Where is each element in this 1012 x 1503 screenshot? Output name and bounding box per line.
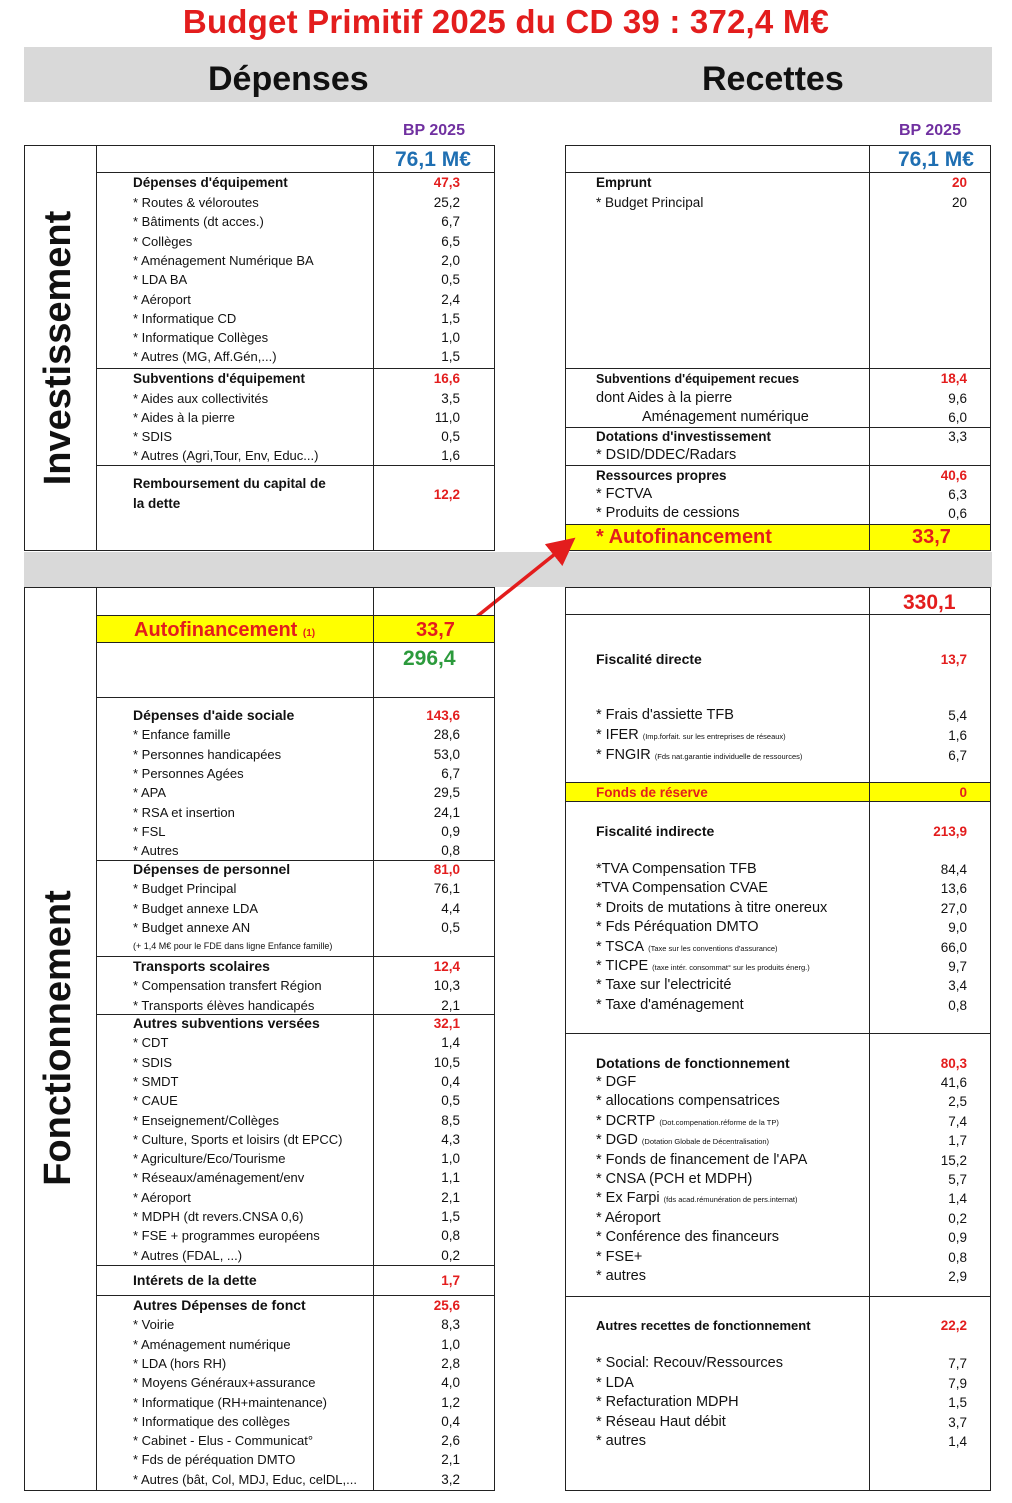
fonc-item-value: 2,6 [441, 1433, 460, 1449]
fonc-total-left: 296,4 [403, 647, 456, 670]
fonc-item: * Budget Principal [133, 881, 237, 897]
sub-equip-item-value: 1,6 [441, 448, 460, 463]
fonc-item: * Cabinet - Elus - Communicat° [133, 1433, 314, 1449]
recette-item-value: 5,7 [948, 1172, 967, 1187]
sub-equip-item: * Aides aux collectivités [133, 391, 269, 406]
fonc-item: * Compensation transfert Région [133, 978, 322, 994]
sub-recues-value: 18,4 [940, 371, 967, 386]
recette-group-value: 80,3 [940, 1056, 967, 1071]
recette-item [596, 1170, 752, 1189]
recette-item [596, 860, 757, 879]
recette-item-text: * Fonds de financement de l'APA [596, 1151, 808, 1168]
recette-item [596, 1248, 642, 1267]
fonc-item: * SDIS [133, 1054, 173, 1070]
sub-equip-item-value: 3,5 [441, 391, 460, 406]
recette-item-value: 27,0 [940, 900, 967, 916]
fonc-item: * Aéroport [133, 1189, 191, 1205]
fonc-item: * MDPH (dt revers.CNSA 0,6) [133, 1209, 304, 1224]
ressources-item-value: 6,3 [948, 487, 967, 502]
sub-recues-item-value: 9,6 [948, 391, 967, 406]
fonc-item: * CAUE [133, 1093, 178, 1109]
sub-recues-item-value: 6,0 [948, 410, 967, 425]
fonc-item-value: 1,2 [441, 1394, 460, 1410]
fonc-group-label: Dépenses de personnel [133, 861, 291, 877]
dep-equip-value: 47,3 [433, 175, 460, 190]
recette-item [596, 1354, 783, 1373]
dotations-inv-value: 3,3 [948, 429, 967, 444]
fonc-item: * Transports élèves handicapés [133, 997, 315, 1013]
recette-item-value: 3,7 [948, 1414, 967, 1430]
recette-item [596, 918, 759, 937]
fonc-item-value: 0,9 [441, 823, 460, 839]
recette-item-text: * FNGIR [596, 746, 651, 763]
bp-left-label: BP 2025 [403, 122, 465, 139]
dep-equip-item: * LDA BA [133, 272, 188, 288]
recette-item-text: * DCRTP [596, 1112, 656, 1129]
recette-item-value: 1,5 [948, 1395, 967, 1411]
fonc-item: * Enfance famille [133, 727, 231, 743]
fonc-item: * FSE + programmes européens [133, 1228, 320, 1244]
recette-item [596, 938, 778, 958]
recette-item-text: * Frais d'assiette TFB [596, 707, 734, 723]
recette-item-text: * IFER [596, 726, 639, 743]
sub-equip-value: 16,6 [433, 371, 460, 386]
autofinancement-note: (1) [302, 628, 316, 639]
fonds-reserve-value: 0 [959, 785, 967, 800]
fonc-item-value: 2,8 [441, 1355, 460, 1371]
recette-item-value: 66,0 [940, 939, 967, 955]
dep-equip-item: * Informatique CD [133, 310, 237, 326]
recette-item [596, 1092, 780, 1111]
sub-equip-item-value: 0,5 [441, 429, 460, 444]
recette-item-text: * Social: Recouv/Ressources [596, 1355, 783, 1371]
recette-item-subnote: (Fds nat.garantie individuelle de ressources) [654, 751, 803, 761]
recette-item-value: 1,4 [948, 1434, 967, 1450]
recette-item [596, 746, 802, 766]
dep-equip-item-value: 1,5 [441, 349, 460, 365]
recette-item [596, 1112, 779, 1132]
fonc-item-value: 8,5 [441, 1112, 460, 1128]
dep-equip-item-value: 0,5 [441, 272, 460, 288]
fonc-group-label: Autres subventions versées [133, 1015, 320, 1031]
personnel-note: (+ 1,4 M€ pour le FDE dans ligne Enfance famille) [133, 941, 333, 952]
fonc-item: * Culture, Sports et loisirs (dt EPCC) [133, 1131, 343, 1147]
page-title: Budget Primitif 2025 du CD 39 : 372,4 M€ [182, 3, 830, 40]
recette-item-value: 1,6 [948, 727, 967, 743]
dep-equip-item: * Aménagement Numérique BA [133, 252, 314, 268]
fonc-item: * Budget annexe AN [133, 919, 251, 935]
fonc-item-value: 0,5 [441, 1093, 460, 1109]
recette-item-text: * Aéroport [596, 1209, 661, 1226]
fonc-item: * Fds de péréquation DMTO [133, 1452, 296, 1468]
fonc-item: * Personnes Agées [133, 765, 244, 781]
dep-equip-item: * Bâtiments (dt acces.) [133, 214, 264, 230]
recette-item-text: * Droits de mutations à titre onereux [596, 899, 828, 916]
ressources-value: 40,6 [940, 468, 967, 483]
fonc-item: * Informatique (RH+maintenance) [133, 1394, 328, 1410]
recette-item [596, 899, 827, 918]
recette-group-value: 22,2 [940, 1318, 967, 1333]
recette-group-label: Dotations de fonctionnement [596, 1055, 790, 1071]
dotations-inv-item: * DSID/DDEC/Radars [596, 447, 737, 463]
sub-recues-label: Subventions d'équipement recues [596, 372, 800, 386]
recette-item-text: * allocations compensatrices [596, 1093, 780, 1110]
recette-item-text: * Conférence des financeurs [596, 1229, 779, 1246]
recette-item-value: 15,2 [940, 1152, 967, 1168]
fonc-group-value: 32,1 [433, 1016, 460, 1031]
remb-label-2: la dette [133, 496, 181, 511]
dotations-inv-label: Dotations d'investissement [596, 429, 771, 444]
recette-group-label: Autres recettes de fonctionnement [596, 1318, 811, 1333]
recette-item [596, 1151, 807, 1170]
fonc-item: * SMDT [133, 1073, 179, 1089]
sub-equip-label: Subventions d'équipement [133, 371, 305, 386]
recette-group-value: 213,9 [933, 824, 967, 839]
fonds-reserve-label: Fonds de réserve [596, 785, 708, 800]
recette-item [596, 879, 768, 898]
recette-item [596, 1374, 634, 1393]
dep-equip-item-value: 25,2 [433, 195, 460, 210]
bp-right-label: BP 2025 [899, 122, 961, 139]
fonc-item: * LDA (hors RH) [133, 1355, 227, 1371]
fonc-item-value: 4,3 [441, 1131, 460, 1147]
recette-item-value: 0,2 [948, 1210, 967, 1226]
fonc-item-value: 1,0 [441, 1151, 460, 1167]
fonc-item-value: 0,8 [441, 1228, 460, 1244]
fonc-item-value: 24,1 [433, 804, 460, 820]
dep-equip-item: * Aéroport [133, 291, 191, 307]
recette-item-value: 7,7 [948, 1356, 967, 1371]
fonc-item-value: 10,5 [433, 1054, 460, 1070]
section-fonctionnement: Fonctionnement [37, 890, 79, 1186]
fonc-item: * Autres (bât, Col, MDJ, Educ, celDL,... [133, 1471, 357, 1487]
recette-item-value: 13,6 [940, 881, 967, 897]
sub-equip-item-value: 11,0 [434, 410, 460, 425]
fonc-item-value: 1,4 [441, 1035, 460, 1051]
fonc-item-value: 0,4 [441, 1073, 460, 1089]
inv-total-left: 76,1 M€ [395, 148, 471, 171]
recette-item-value: 1,7 [948, 1133, 967, 1149]
recette-item-subnote: (taxe intér. consommat° sur les produits énerg.) [652, 963, 810, 972]
recette-item-value: 7,4 [948, 1113, 967, 1129]
fonc-item: * RSA et insertion [133, 804, 235, 820]
fonc-group-value: 25,6 [433, 1298, 460, 1313]
ressources-item: * Produits de cessions [596, 505, 740, 521]
recettes-header: Recettes [702, 60, 844, 98]
fonc-item-value: 29,5 [433, 785, 460, 801]
fonc-item-value: 0,5 [441, 919, 460, 935]
ressources-item: * FCTVA [596, 486, 653, 502]
recette-item [596, 1209, 661, 1228]
fonc-item: * APA [133, 785, 167, 801]
recette-item-text: * FSE+ [596, 1248, 643, 1265]
recette-item [596, 1228, 779, 1247]
autofinancement-fonc-label [134, 619, 315, 642]
fonc-item-value: 2,1 [441, 997, 460, 1013]
dep-equip-item-value: 6,5 [441, 233, 460, 249]
recette-item-text: *TVA Compensation TFB [596, 861, 757, 877]
recette-item-subnote: (Dot.compenation.réforme de la TP) [659, 1117, 779, 1127]
recette-item-subnote: (fds acad.rémunération de pers.internat) [663, 1195, 798, 1205]
recette-item-text: * Ex Farpi [596, 1190, 660, 1207]
fonc-item: * Aménagement numérique [133, 1336, 291, 1352]
recette-group-label: Fiscalité indirecte [596, 823, 715, 839]
recette-item [596, 1432, 646, 1451]
dep-equip-item-value: 2,4 [441, 291, 460, 307]
fonc-group-label: Transports scolaires [133, 958, 270, 974]
recette-item-value: 7,9 [948, 1375, 967, 1391]
recette-item-text: * DGD [596, 1132, 638, 1149]
dep-equip-item-value: 1,0 [441, 330, 460, 346]
recette-item-text: * DGF [596, 1074, 637, 1090]
sub-equip-item: * Aides à la pierre [133, 410, 235, 425]
fonc-item-value: 3,2 [441, 1471, 460, 1487]
recette-item [596, 957, 810, 977]
fonc-item-value: 53,0 [433, 746, 460, 762]
header-bar [24, 47, 992, 102]
emprunt-label: Emprunt [596, 175, 652, 190]
recette-item-value: 0,8 [948, 1249, 967, 1265]
fonc-item-value: 1,5 [441, 1209, 460, 1224]
recette-item [596, 1267, 646, 1286]
recette-item-text: * TSCA [596, 938, 645, 955]
recette-item-value: 2,5 [948, 1094, 967, 1110]
recette-item-value: 41,6 [940, 1075, 967, 1090]
fonc-item-value: 1,0 [441, 1336, 460, 1352]
recette-item [596, 1393, 739, 1412]
recette-item-text: * Réseau Haut débit [596, 1413, 726, 1430]
ressources-item-value: 0,6 [948, 506, 967, 521]
fonc-item-value: 0,2 [441, 1247, 460, 1263]
depenses-header: Dépenses [208, 60, 369, 98]
recette-item-subnote: (Dotation Globale de Décentralisation) [641, 1137, 770, 1147]
dep-equip-item-value: 1,5 [441, 310, 460, 326]
fonc-item-value: 2,1 [441, 1189, 460, 1205]
recette-item-value: 6,7 [948, 747, 967, 763]
remb-label-1: Remboursement du capital de [133, 476, 326, 491]
fonc-item: * Informatique des collèges [133, 1413, 290, 1429]
dep-equip-item: * Informatique Collèges [133, 330, 269, 346]
recette-item-value: 2,9 [948, 1269, 967, 1284]
recette-item [596, 996, 744, 1015]
fonc-item: * Voirie [133, 1317, 175, 1333]
fonc-item-value: 2,1 [441, 1452, 460, 1468]
recette-item-text: * autres [596, 1433, 646, 1450]
autofinancement-fonc-text: Autofinancement [134, 619, 298, 641]
recette-item [596, 1189, 798, 1209]
recette-item-value: 9,0 [948, 920, 967, 936]
recette-item-subnote: (Taxe sur les conventions d'assurance) [648, 943, 778, 953]
recette-item-value: 3,4 [948, 978, 967, 994]
sub-recues-item: Aménagement numérique [642, 409, 809, 425]
recette-item-text: * LDA [596, 1374, 634, 1391]
recette-item-value: 0,9 [948, 1230, 967, 1246]
fonc-item-value: 4,0 [441, 1375, 460, 1391]
fonc-item-value: 0,8 [441, 843, 460, 859]
recette-item-value: 84,4 [940, 862, 967, 877]
recette-item-value: 5,4 [948, 708, 967, 723]
ressources-label: Ressources propres [596, 468, 727, 483]
recette-item [596, 726, 786, 746]
fonc-item: * FSL [133, 823, 166, 839]
recette-group-value: 13,7 [940, 652, 967, 667]
recette-item-text: * Refacturation MDPH [596, 1394, 739, 1411]
dep-equip-item: * Routes & véloroutes [133, 195, 259, 210]
fonc-total-right: 330,1 [903, 591, 956, 614]
dep-equip-label: Dépenses d'équipement [133, 175, 288, 190]
section-investissement: Investissement [37, 210, 79, 486]
recette-item-text: * Taxe sur l'electricité [596, 977, 732, 994]
fonc-item: * Réseaux/aménagement/env [133, 1170, 305, 1186]
fonc-item: * Budget annexe LDA [133, 900, 259, 916]
fonc-item-value: 28,6 [433, 727, 460, 743]
recette-item-value: 9,7 [948, 959, 967, 974]
fonc-item-value: 10,3 [433, 978, 460, 994]
recette-item-text: * Fds Péréquation DMTO [596, 919, 759, 936]
inv-total-right: 76,1 M€ [898, 148, 974, 171]
recette-group-label: Fiscalité directe [596, 651, 702, 667]
dep-equip-item: * Autres (MG, Aff.Gén,...) [133, 349, 277, 365]
recette-item-text: * Taxe d'aménagement [596, 996, 744, 1013]
autofinancement-inv-label: * Autofinancement [596, 526, 772, 548]
fonc-item-value: 0,4 [441, 1413, 460, 1429]
fonc-group-value: 81,0 [433, 862, 460, 877]
fonc-item-value: 4,4 [441, 900, 460, 916]
recette-item [596, 1131, 769, 1151]
sub-equip-item: * SDIS [133, 429, 173, 444]
fonc-item-value: 6,7 [441, 765, 460, 781]
sub-recues-item: dont Aides à la pierre [596, 390, 733, 406]
fonc-item: * Moyens Généraux+assurance [133, 1375, 316, 1391]
recette-item-text: * autres [596, 1268, 646, 1284]
emprunt-item: * Budget Principal [596, 195, 704, 210]
remb-value: 12,2 [433, 487, 460, 502]
fonc-item: * Autres (FDAL, ...) [133, 1247, 243, 1263]
autofinancement-fonc-value: 33,7 [416, 619, 455, 641]
recette-item-subnote: (Imp.forfait. sur les entreprises de réseaux) [642, 731, 786, 741]
fonc-item-value: 8,3 [441, 1317, 460, 1333]
autofinancement-inv-value: 33,7 [912, 526, 951, 548]
fonc-item: * Autres [133, 843, 179, 859]
recette-item [596, 1073, 636, 1092]
interets-label: Intérets de la dette [133, 1272, 257, 1288]
recette-item-text: *TVA Compensation CVAE [596, 880, 768, 897]
dep-equip-item: * Collèges [133, 233, 193, 249]
interets-value: 1,7 [441, 1273, 460, 1288]
fonc-item: * CDT [133, 1035, 169, 1051]
fonc-item: * Enseignement/Collèges [133, 1112, 279, 1128]
fonc-group-value: 143,6 [426, 708, 460, 723]
fonc-item: * Agriculture/Eco/Tourisme [133, 1151, 286, 1167]
fonc-item-value: 76,1 [433, 881, 460, 897]
sub-equip-item: * Autres (Agri,Tour, Env, Educ...) [133, 448, 319, 463]
emprunt-value: 20 [951, 175, 967, 190]
recette-item-text: * TICPE [596, 958, 649, 974]
fonc-group-label: Autres Dépenses de fonct [133, 1297, 306, 1313]
emprunt-item-value: 20 [951, 195, 967, 210]
dep-equip-item-value: 6,7 [441, 214, 460, 230]
dep-equip-item-value: 2,0 [441, 252, 460, 268]
recette-item-value: 1,4 [948, 1191, 967, 1207]
recette-item-value: 0,8 [948, 997, 967, 1013]
recette-item [596, 706, 734, 725]
recette-item [596, 1413, 726, 1432]
recette-item [596, 976, 731, 995]
recette-item-text: * CNSA (PCH et MDPH) [596, 1171, 753, 1187]
fonc-group-value: 12,4 [433, 959, 460, 974]
fonc-item: * Personnes handicapées [133, 746, 282, 762]
fonc-item-value: 1,1 [441, 1170, 460, 1186]
fonc-group-label: Dépenses d'aide sociale [133, 707, 295, 723]
